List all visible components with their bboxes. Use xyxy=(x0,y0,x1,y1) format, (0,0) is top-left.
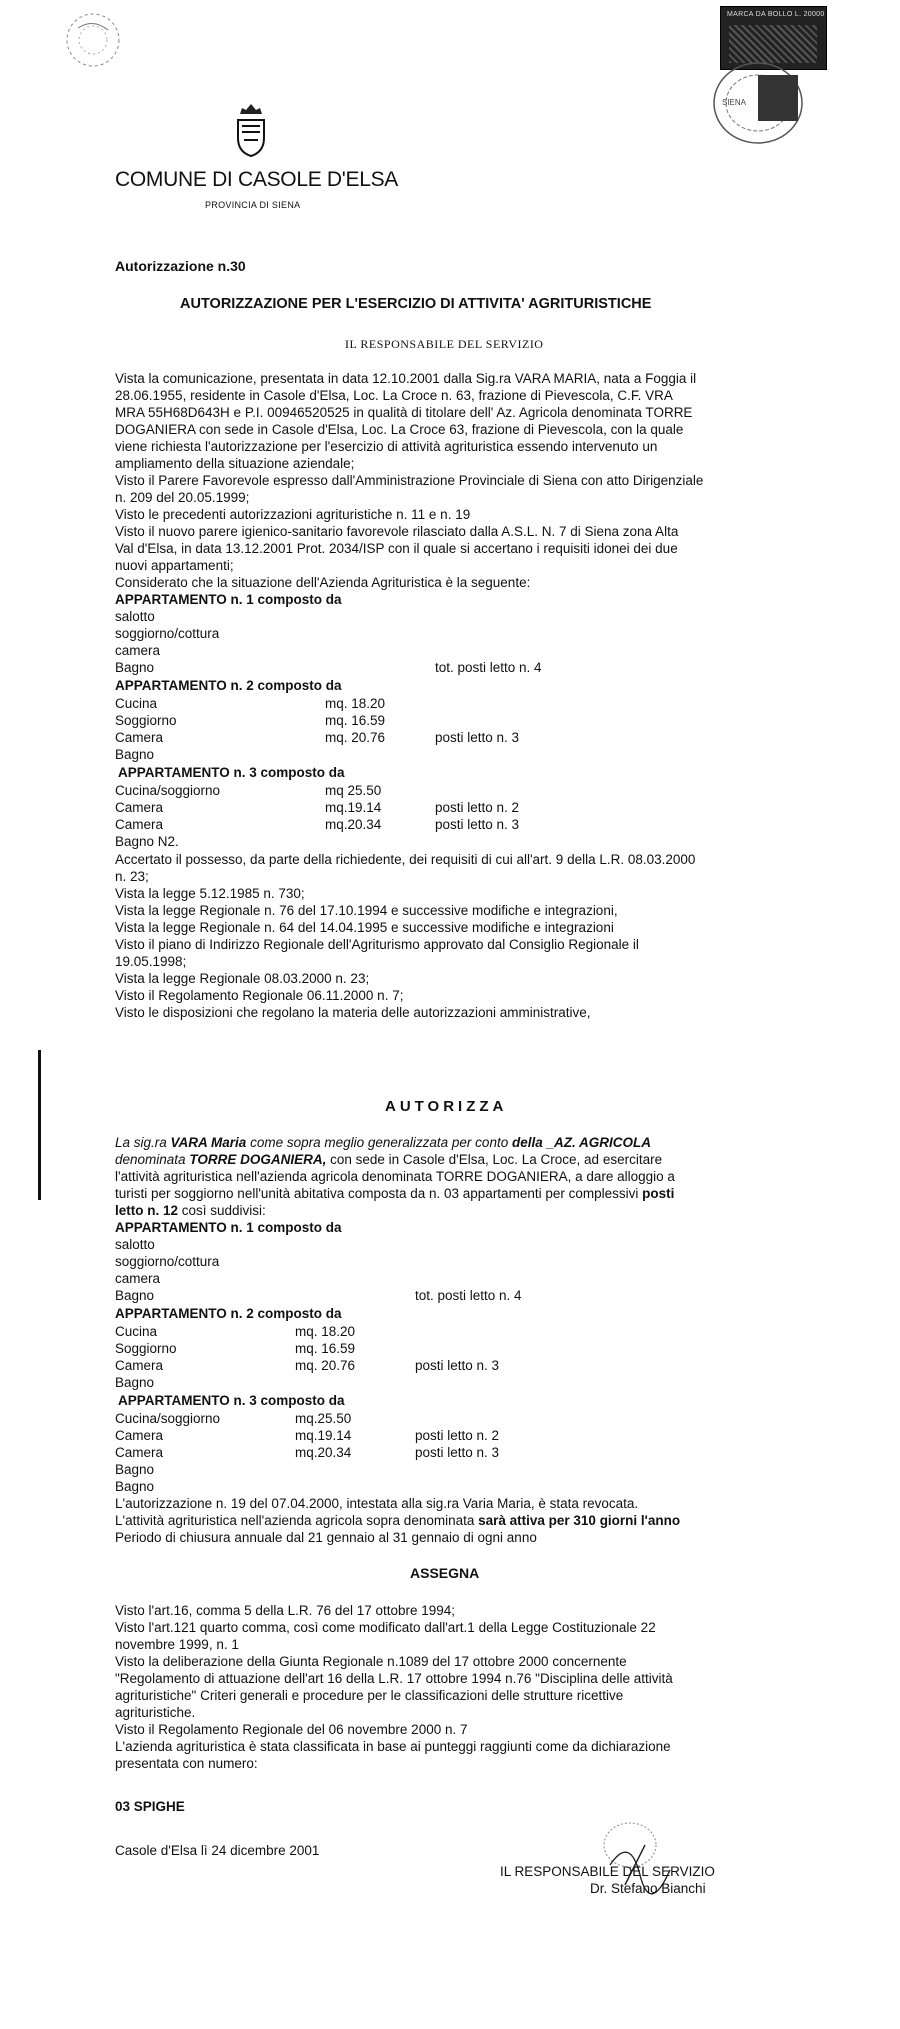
premessa-line: Considerato che la situazione dell'Azienda Agrituristica è la seguente: xyxy=(115,575,531,590)
room-mq: mq. 16.59 xyxy=(325,713,386,728)
premessa-line: Visto il nuovo parere igienico-sanitario favorevole rilasciato dalla A.S.L. N. 7 di Siena zona Alta xyxy=(115,524,679,539)
autorizzazione-number: Autorizzazione n.30 xyxy=(115,258,246,274)
revoca-line: L'autorizzazione n. 19 del 07.04.2000, intestata alla sig.ra Varia Maria, è stata revocata. xyxy=(115,1496,639,1511)
posti-letto: posti letto n. 3 xyxy=(415,1358,500,1373)
responsabile-heading: IL RESPONSABILE DEL SERVIZIO xyxy=(345,337,544,351)
room-label: Camera xyxy=(115,800,164,815)
room-mq: mq.25.50 xyxy=(295,1411,352,1426)
text-span: così suddivisi: xyxy=(178,1203,266,1218)
text-span: della _AZ. AGRICOLA xyxy=(511,1135,651,1150)
considerando-line: Accertato il possesso, da parte della richiedente, dei requisiti di cui all'art. 9 della L.R. 08.03.2000 xyxy=(115,852,696,867)
posti-letto: posti letto n. 3 xyxy=(435,730,520,745)
considerando-line: 19.05.1998; xyxy=(115,954,187,969)
room-label: Bagno xyxy=(115,1375,155,1390)
appartamento-title: APPARTAMENTO n. 2 composto da xyxy=(115,678,342,693)
posti-letto: posti letto n. 3 xyxy=(435,817,520,832)
considerando-line: Vista la legge Regionale n. 64 del 14.04.1995 e successive modifiche e integrazioni xyxy=(115,920,614,935)
text-span: turisti per soggiorno nell'unità abitativa composta da n. 03 appartamenti per complessivi xyxy=(115,1186,643,1201)
text-span: letto n. 12 xyxy=(115,1203,179,1218)
premessa-line: ampliamento della situazione aziendale; xyxy=(115,456,355,471)
room-label: Camera xyxy=(115,817,164,832)
room-mq: mq.20.34 xyxy=(295,1445,352,1460)
room-label: Camera xyxy=(115,1428,164,1443)
premessa-line: Vista la comunicazione, presentata in data 12.10.2001 dalla Sig.ra VARA MARIA, nata a Foggia il xyxy=(115,371,697,386)
room-label: Cucina xyxy=(115,696,158,711)
assegna-heading: ASSEGNA xyxy=(410,1565,480,1581)
coat-of-arms-icon xyxy=(230,100,272,158)
room-label: Bagno xyxy=(115,1288,155,1303)
main-title: AUTORIZZAZIONE PER L'ESERCIZIO DI ATTIVITA' AGRITURISTICHE xyxy=(180,296,652,312)
room-mq: mq.20.34 xyxy=(325,817,382,832)
premessa-line: Visto il Parere Favorevole espresso dall'Amministrazione Provinciale di Siena con atto Dirigenziale xyxy=(115,473,704,488)
room-label: Camera xyxy=(115,1445,164,1460)
room-label: soggiorno/cottura xyxy=(115,626,220,641)
considerando-line: Visto il piano di Indirizzo Regionale dell'Agriturismo approvato dal Consiglio Regionale il xyxy=(115,937,639,952)
signature-role: IL RESPONSABILE DEL SERVIZIO xyxy=(500,1864,715,1879)
room-mq: mq. 18.20 xyxy=(295,1324,356,1339)
posti-letto: posti letto n. 2 xyxy=(415,1428,500,1443)
circular-stamp-icon xyxy=(58,8,128,78)
posti-letto: posti letto n. 3 xyxy=(415,1445,500,1460)
appartamento-title: APPARTAMENTO n. 3 composto da xyxy=(118,1393,345,1408)
room-label: Cucina/soggiorno xyxy=(115,1411,221,1426)
assegna-line: Visto l'art.121 quarto comma, così come modificato dall'art.1 della Legge Costituzionale 22 xyxy=(115,1620,656,1635)
premessa-line: n. 209 del 20.05.1999; xyxy=(115,490,250,505)
provincia-label: PROVINCIA DI SIENA xyxy=(205,200,301,210)
room-label: Bagno xyxy=(115,660,155,675)
premessa-line: MRA 55H68D643H e P.I. 00946520525 in qualità di titolare dell' Az. Agricola denominata TORRE xyxy=(115,405,693,420)
premessa-line: 28.06.1955, residente in Casole d'Elsa, Loc. La Croce n. 63, frazione di Pievescola, C.F. VRA xyxy=(115,388,673,403)
assegna-line: novembre 1999, n. 1 xyxy=(115,1637,239,1652)
text-span: La sig.ra xyxy=(115,1135,171,1150)
assegna-line: presentata con numero: xyxy=(115,1756,258,1771)
autorizza-line: l'attività agrituristica nell'azienda agricola denominata TORRE DOGANIERA, a dare alloggio a xyxy=(115,1169,675,1184)
signature-name: Dr. Stefano Bianchi xyxy=(590,1881,706,1896)
room-mq: mq. 16.59 xyxy=(295,1341,356,1356)
room-label: Bagno N2. xyxy=(115,834,179,849)
premessa-line: viene richiesta l'autorizzazione per l'esercizio di attività agrituristica essendo intervenuto un xyxy=(115,439,658,454)
room-mq: mq. 20.76 xyxy=(325,730,386,745)
assegna-line: agrituristiche. xyxy=(115,1705,196,1720)
room-mq: mq. 18.20 xyxy=(325,696,386,711)
room-label: Camera xyxy=(115,1358,164,1373)
assegna-line: "Regolamento di attuazione dell'art 16 della L.R. 17 ottobre 1994 n.76 "Disciplina delle attività xyxy=(115,1671,673,1686)
margin-mark xyxy=(38,1050,41,1200)
revenue-stamp: MARCA DA BOLLO L. 20000 xyxy=(720,6,827,70)
premessa-line: nuovi appartamenti; xyxy=(115,558,234,573)
spighe-classification: 03 SPIGHE xyxy=(115,1799,185,1814)
premessa-line: DOGANIERA con sede in Casole d'Elsa, Loc. La Croce 63, frazione di Pievescola, con la quale xyxy=(115,422,684,437)
room-mq: mq 25.50 xyxy=(325,783,382,798)
room-label: camera xyxy=(115,1271,161,1286)
text-span: con sede in Casole d'Elsa, Loc. La Croce, ad esercitare xyxy=(326,1152,663,1167)
room-label: Cucina/soggiorno xyxy=(115,783,221,798)
room-label: Cucina xyxy=(115,1324,158,1339)
room-mq: mq. 20.76 xyxy=(295,1358,356,1373)
svg-text:SIENA: SIENA xyxy=(722,98,747,107)
room-label: Bagno xyxy=(115,747,155,762)
text-span: L'attività agrituristica nell'azienda agricola sopra denominata xyxy=(115,1513,479,1528)
appartamento-title: APPARTAMENTO n. 3 composto da xyxy=(118,765,345,780)
room-label: camera xyxy=(115,643,161,658)
appartamento-title: APPARTAMENTO n. 2 composto da xyxy=(115,1306,342,1321)
posti-letto: tot. posti letto n. 4 xyxy=(415,1288,522,1303)
autorizza-heading: AUTORIZZA xyxy=(385,1098,508,1115)
text-span: VARA Maria xyxy=(170,1135,247,1150)
room-mq: mq.19.14 xyxy=(325,800,382,815)
appartamento-title: APPARTAMENTO n. 1 composto da xyxy=(115,1220,342,1235)
room-label: Bagno xyxy=(115,1479,155,1494)
assegna-line: Visto l'art.16, comma 5 della L.R. 76 del 17 ottobre 1994; xyxy=(115,1603,456,1618)
text-span: sarà attiva per 310 giorni l'anno xyxy=(478,1513,681,1528)
text-span: TORRE DOGANIERA, xyxy=(189,1152,327,1167)
chiusura-line: Periodo di chiusura annuale dal 21 gennaio al 31 gennaio di ogni anno xyxy=(115,1530,537,1545)
room-label: Soggiorno xyxy=(115,1341,177,1356)
room-mq: mq.19.14 xyxy=(295,1428,352,1443)
considerando-line: n. 23; xyxy=(115,869,149,884)
room-label: salotto xyxy=(115,1237,155,1252)
assegna-line: agrituristiche" Criteri generali e procedure per le classificazioni delle strutture ricettive xyxy=(115,1688,624,1703)
room-label: Bagno xyxy=(115,1462,155,1477)
text-span: come sopra meglio generalizzata per conto xyxy=(246,1135,512,1150)
text-span: denominata xyxy=(115,1152,190,1167)
premessa-line: Val d'Elsa, in data 13.12.2001 Prot. 2034/ISP con il quale si accertano i requisiti idonei dei due xyxy=(115,541,678,556)
room-label: Camera xyxy=(115,730,164,745)
posti-letto: tot. posti letto n. 4 xyxy=(435,660,542,675)
room-label: Soggiorno xyxy=(115,713,177,728)
considerando-line: Vista la legge Regionale 08.03.2000 n. 23; xyxy=(115,971,370,986)
premessa-line: Visto le precedenti autorizzazioni agrituristiche n. 11 e n. 19 xyxy=(115,507,471,522)
assegna-line: L'azienda agrituristica è stata classificata in base ai punteggi raggiunti come da dichiarazione xyxy=(115,1739,671,1754)
appartamento-title: APPARTAMENTO n. 1 composto da xyxy=(115,592,342,607)
room-label: salotto xyxy=(115,609,155,624)
considerando-line: Vista la legge Regionale n. 76 del 17.10.1994 e successive modifiche e integrazioni, xyxy=(115,903,618,918)
text-span: posti xyxy=(642,1186,675,1201)
considerando-line: Vista la legge 5.12.1985 n. 730; xyxy=(115,886,305,901)
posti-letto: posti letto n. 2 xyxy=(435,800,520,815)
room-label: soggiorno/cottura xyxy=(115,1254,220,1269)
assegna-line: Visto la deliberazione della Giunta Regionale n.1089 del 17 ottobre 2000 concernente xyxy=(115,1654,627,1669)
round-seal-icon xyxy=(700,55,820,150)
comune-title: COMUNE DI CASOLE D'ELSA xyxy=(115,168,399,191)
considerando-line: Visto le disposizioni che regolano la materia delle autorizzazioni amministrative, xyxy=(115,1005,591,1020)
assegna-line: Visto il Regolamento Regionale del 06 novembre 2000 n. 7 xyxy=(115,1722,468,1737)
considerando-line: Visto il Regolamento Regionale 06.11.2000 n. 7; xyxy=(115,988,404,1003)
place-date: Casole d'Elsa lì 24 dicembre 2001 xyxy=(115,1843,320,1858)
